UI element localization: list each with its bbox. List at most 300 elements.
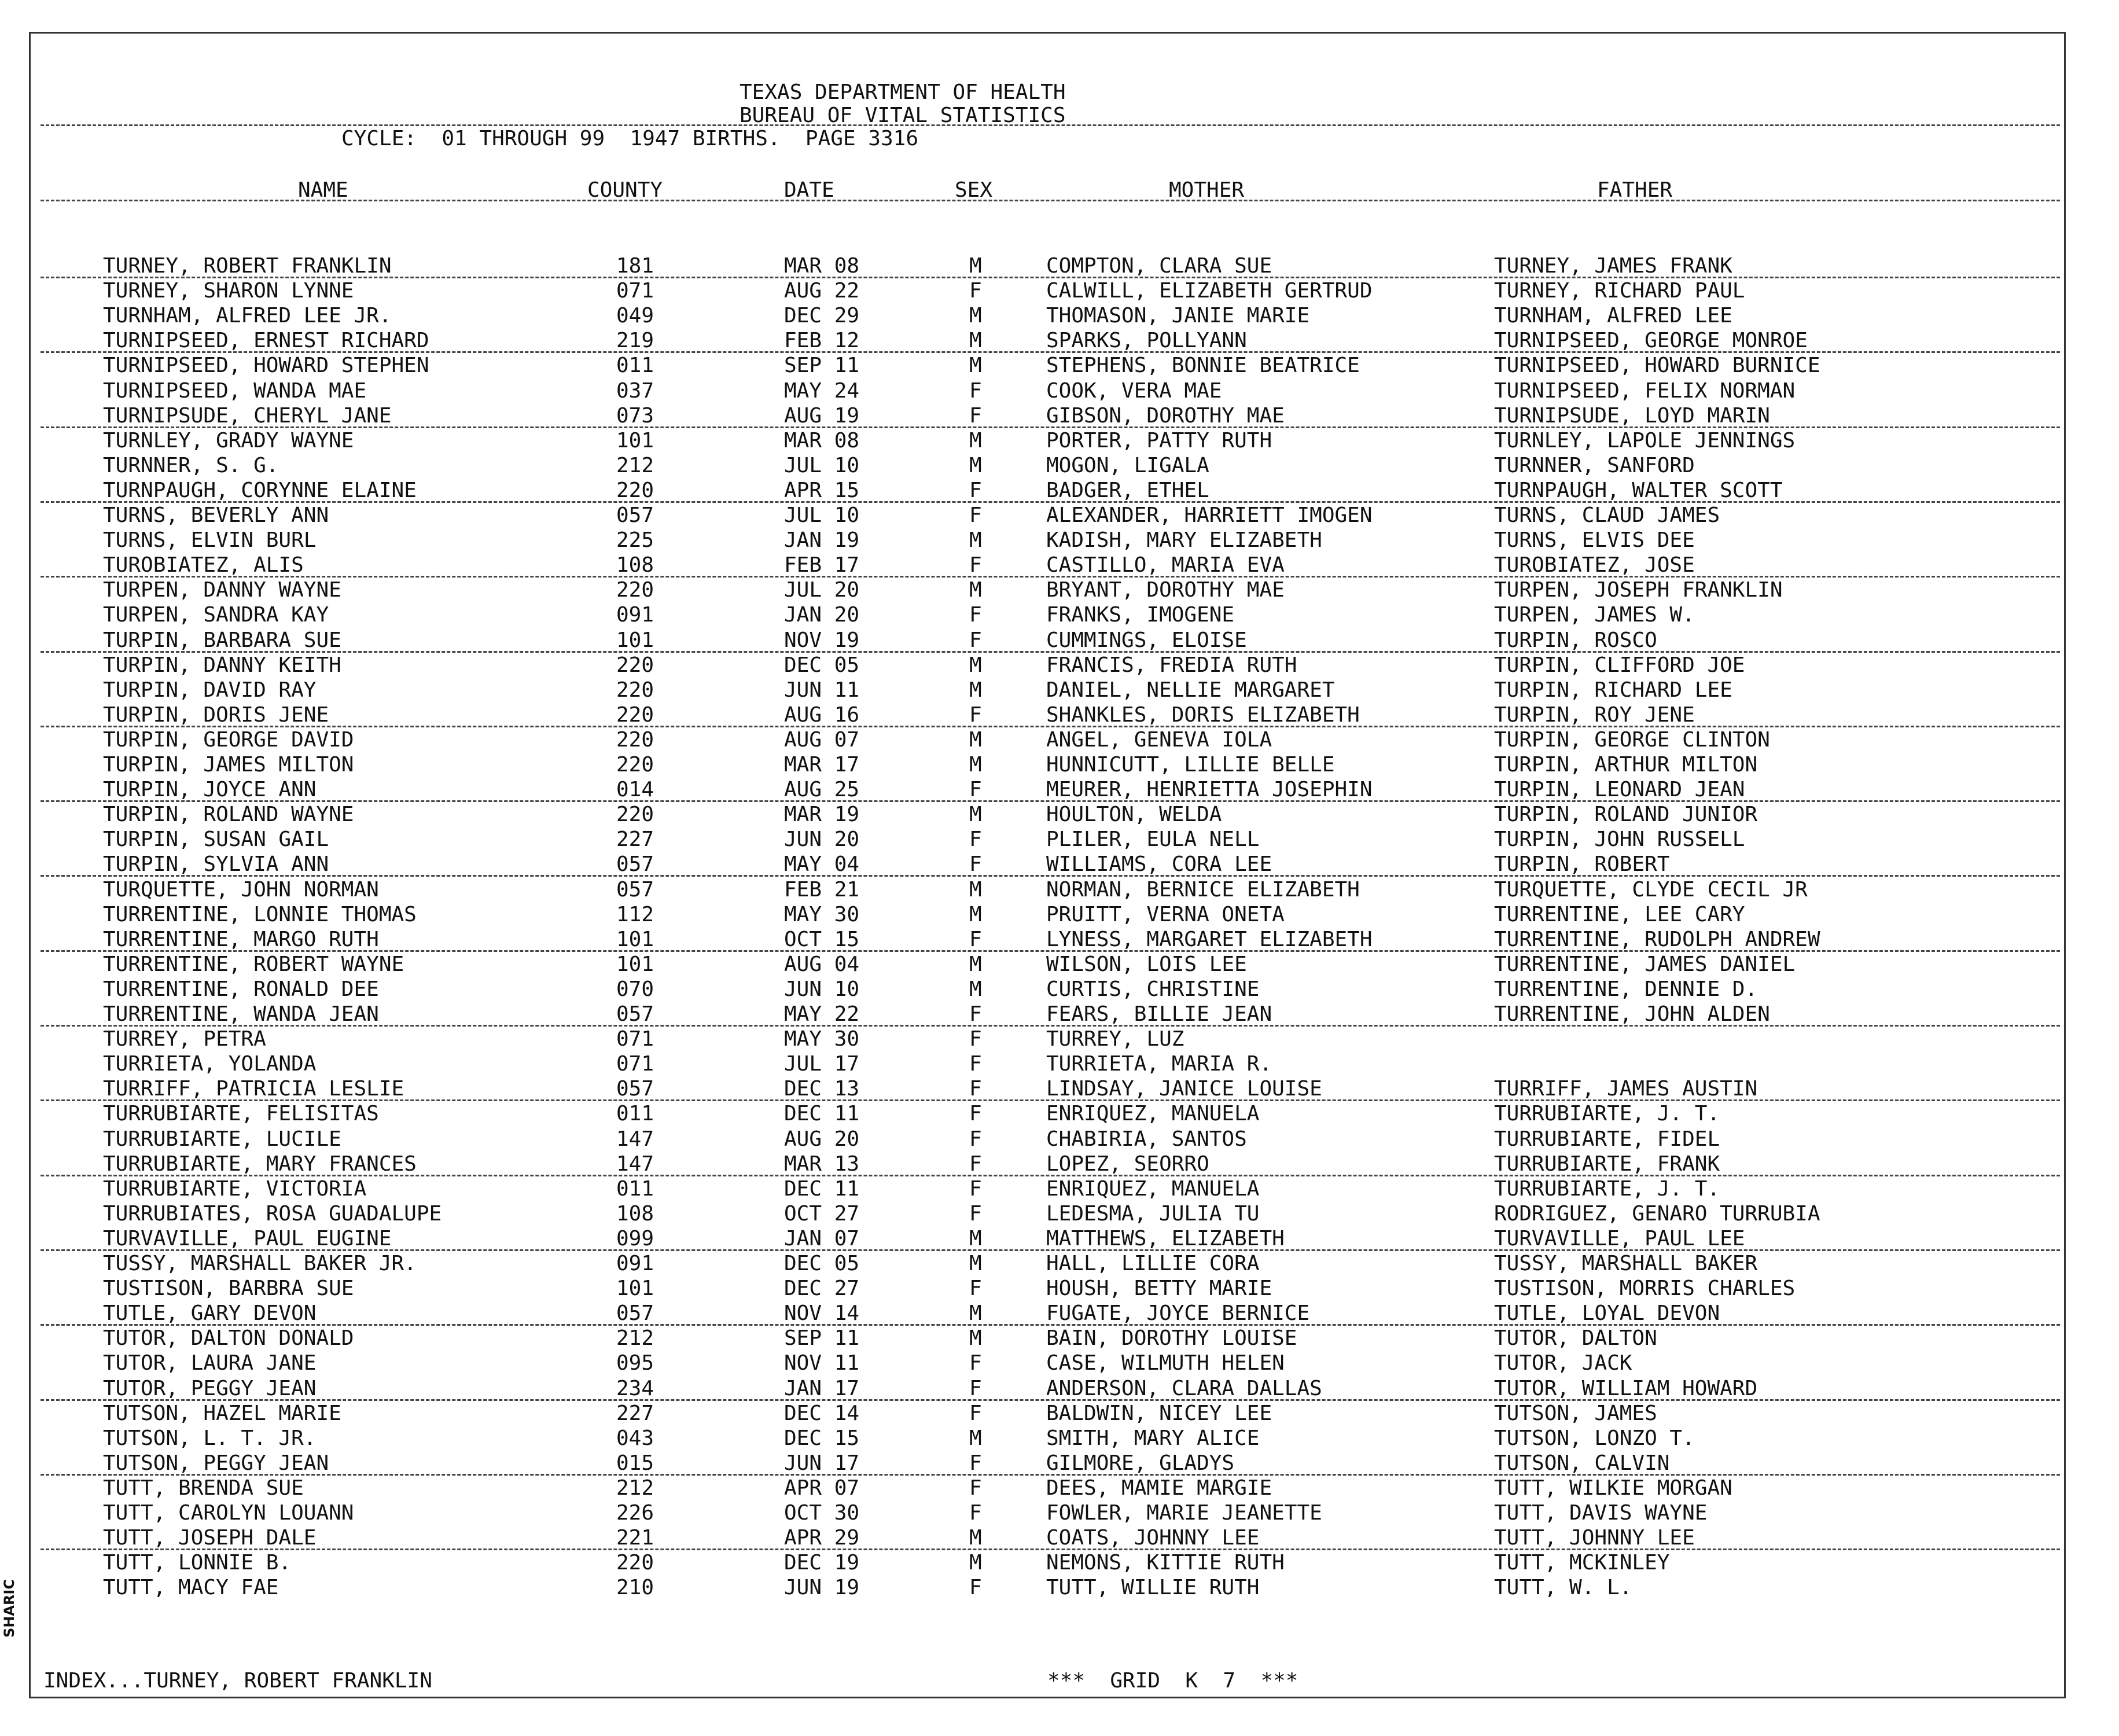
cell-sex: M — [969, 354, 982, 378]
cell-father: TURPIN, ARTHUR MILTON — [1494, 753, 1758, 777]
cell-name: TURRIFF, PATRICIA LESLIE — [103, 1077, 404, 1101]
cell-mother: ANDERSON, CLARA DALLAS — [1046, 1376, 1322, 1400]
cell-father: TURRENTINE, LEE CARY — [1494, 902, 1745, 926]
cell-father: TURPIN, GEORGE CLINTON — [1494, 727, 1770, 752]
cell-date: MAY 22 — [784, 1002, 860, 1026]
cell-name: TURNEY, SHARON LYNNE — [103, 279, 354, 303]
cell-county: 071 — [616, 1027, 654, 1051]
cell-father: TUTSON, CALVIN — [1494, 1451, 1670, 1475]
cell-mother: THOMASON, JANIE MARIE — [1046, 304, 1310, 328]
cell-father: TURNS, ELVIS DEE — [1494, 528, 1695, 553]
cell-mother: GIBSON, DOROTHY MAE — [1046, 403, 1285, 428]
cell-county: 043 — [616, 1426, 654, 1450]
cell-date: APR 29 — [784, 1526, 860, 1550]
cell-father: TURPIN, ROSCO — [1494, 628, 1657, 652]
cell-father: TURNIPSEED, GEORGE MONROE — [1494, 329, 1808, 353]
cell-mother: COATS, JOHNNY LEE — [1046, 1526, 1260, 1550]
cell-mother: MOGON, LIGALA — [1046, 453, 1209, 477]
cell-mother: DEES, MAMIE MARGIE — [1046, 1476, 1272, 1500]
cell-mother: HOULTON, WELDA — [1046, 803, 1222, 827]
cell-name: TUTT, MACY FAE — [103, 1576, 279, 1600]
row-separator — [41, 1099, 2060, 1101]
cell-county: 057 — [616, 1077, 654, 1101]
cell-mother: CASE, WILMUTH HELEN — [1046, 1351, 1285, 1375]
cell-sex: M — [969, 1252, 982, 1275]
cell-father: TURRENTINE, DENNIE D. — [1494, 977, 1758, 1001]
cell-mother: HUNNICUTT, LILLIE BELLE — [1046, 753, 1335, 777]
table-row — [0, 1277, 2119, 1302]
cell-date: MAY 30 — [784, 1027, 860, 1051]
cell-date: DEC 05 — [784, 1252, 860, 1275]
table-row — [0, 304, 2119, 329]
cell-name: TUTLE, GARY DEVON — [103, 1301, 317, 1326]
table-row — [0, 1053, 2119, 1077]
cell-father: TUTT, MCKINLEY — [1494, 1551, 1670, 1575]
cell-name: TURPIN, SUSAN GAIL — [103, 827, 329, 852]
cell-date: NOV 19 — [784, 628, 860, 652]
table-row — [0, 479, 2119, 504]
cell-father: TURPIN, RICHARD LEE — [1494, 678, 1732, 702]
cell-sex: F — [969, 1027, 982, 1051]
cell-mother: SPARKS, POLLYANN — [1046, 329, 1247, 353]
table-row — [0, 1077, 2119, 1102]
cell-date: JUN 10 — [784, 977, 860, 1001]
cell-name: TURNIPSEED, HOWARD STEPHEN — [103, 354, 429, 378]
cell-date: MAR 17 — [784, 753, 860, 777]
cell-father: RODRIGUEZ, GENARO TURRUBIA — [1494, 1201, 1820, 1226]
cell-county: 057 — [616, 503, 654, 527]
table-row — [0, 629, 2119, 654]
cell-name: TURRENTINE, WANDA JEAN — [103, 1002, 379, 1026]
cell-date: AUG 16 — [784, 703, 860, 727]
cell-name: TURPEN, SANDRA KAY — [103, 603, 329, 627]
cell-sex: M — [969, 428, 982, 453]
cell-father: TUTT, JOHNNY LEE — [1494, 1526, 1695, 1550]
table-row — [0, 1427, 2119, 1452]
cell-name: TURPIN, SYLVIA ANN — [103, 852, 329, 877]
cell-mother: BAIN, DOROTHY LOUISE — [1046, 1326, 1297, 1351]
cell-mother: BRYANT, DOROTHY MAE — [1046, 578, 1285, 602]
row-separator — [41, 1324, 2060, 1326]
cell-sex: M — [969, 578, 982, 602]
cell-sex: M — [969, 329, 982, 353]
table-row — [0, 1227, 2119, 1252]
cell-father: TURRUBIARTE, FIDEL — [1494, 1127, 1720, 1151]
cell-name: TURNS, BEVERLY ANN — [103, 503, 329, 527]
cell-county: 226 — [616, 1501, 654, 1525]
table-row — [0, 828, 2119, 853]
cell-county: 049 — [616, 304, 654, 328]
cell-name: TURPIN, DANNY KEITH — [103, 653, 341, 677]
cell-date: JUL 20 — [784, 578, 860, 602]
cell-date: JAN 19 — [784, 528, 860, 553]
table-row — [0, 1202, 2119, 1227]
table-row — [0, 454, 2119, 479]
cell-county: 071 — [616, 279, 654, 303]
cell-county: 011 — [616, 1102, 654, 1126]
cell-mother: ENRIQUEZ, MANUELA — [1046, 1176, 1260, 1201]
cell-name: TURNS, ELVIN BURL — [103, 528, 317, 553]
cell-father: TUTT, DAVIS WAYNE — [1494, 1501, 1708, 1525]
cell-mother: ENRIQUEZ, MANUELA — [1046, 1102, 1260, 1126]
cell-father: TURRENTINE, JAMES DANIEL — [1494, 952, 1796, 976]
cell-sex: M — [969, 803, 982, 827]
cell-sex: M — [969, 304, 982, 328]
cell-date: MAY 04 — [784, 852, 860, 877]
cell-name: TURPIN, JOYCE ANN — [103, 778, 317, 802]
cell-date: OCT 30 — [784, 1501, 860, 1525]
cell-name: TURPEN, DANNY WAYNE — [103, 578, 341, 602]
cell-father: TUTOR, DALTON — [1494, 1326, 1657, 1351]
cell-sex: F — [969, 703, 982, 727]
cell-mother: NEMONS, KITTIE RUTH — [1046, 1551, 1285, 1575]
cell-father: TURPIN, JOHN RUSSELL — [1494, 827, 1745, 852]
cell-father: TUTOR, JACK — [1494, 1351, 1632, 1375]
cell-name: TURNIPSEED, ERNEST RICHARD — [103, 329, 429, 353]
cell-sex: M — [969, 653, 982, 677]
cell-name: TURRENTINE, LONNIE THOMAS — [103, 902, 417, 926]
cell-name: TUSTISON, BARBRA SUE — [103, 1277, 354, 1301]
cell-sex: M — [969, 727, 982, 752]
cell-name: TUTOR, PEGGY JEAN — [103, 1376, 317, 1400]
cell-county: 101 — [616, 628, 654, 652]
column-header-date: DATE — [784, 178, 834, 202]
table-row — [0, 554, 2119, 579]
cell-mother: WILSON, LOIS LEE — [1046, 952, 1247, 976]
cell-county: 112 — [616, 902, 654, 926]
cell-county: 220 — [616, 753, 654, 777]
cell-sex: F — [969, 628, 982, 652]
cell-sex: M — [969, 1426, 982, 1450]
table-row — [0, 853, 2119, 878]
cell-county: 073 — [616, 403, 654, 428]
cell-mother: KADISH, MARY ELIZABETH — [1046, 528, 1322, 553]
cell-father: TURNEY, RICHARD PAUL — [1494, 279, 1745, 303]
table-row — [0, 903, 2119, 928]
cell-name: TURPIN, DORIS JENE — [103, 703, 329, 727]
cell-date: AUG 07 — [784, 727, 860, 752]
cell-name: TURNLEY, GRADY WAYNE — [103, 428, 354, 453]
table-row — [0, 878, 2119, 903]
cell-name: TUTOR, LAURA JANE — [103, 1351, 317, 1375]
cell-mother: FRANKS, IMOGENE — [1046, 603, 1235, 627]
column-header-mother: MOTHER — [1169, 178, 1245, 202]
cell-father: TURPIN, CLIFFORD JOE — [1494, 653, 1745, 677]
cell-sex: F — [969, 1501, 982, 1525]
cell-date: NOV 11 — [784, 1351, 860, 1375]
cell-father: TURNEY, JAMES FRANK — [1494, 254, 1732, 278]
cell-father: TURPEN, JOSEPH FRANKLIN — [1494, 578, 1783, 602]
cell-father: TURNIPSEED, HOWARD BURNICE — [1494, 354, 1820, 378]
cell-mother: HOUSH, BETTY MARIE — [1046, 1277, 1272, 1301]
cell-sex: F — [969, 279, 982, 303]
cell-county: 227 — [616, 827, 654, 852]
cell-father: TUTSON, JAMES — [1494, 1401, 1657, 1425]
row-separator — [41, 800, 2060, 802]
cell-county: 234 — [616, 1376, 654, 1400]
cell-mother: FEARS, BILLIE JEAN — [1046, 1002, 1272, 1026]
row-separator — [41, 426, 2060, 428]
table-row — [0, 1551, 2119, 1576]
cell-sex: F — [969, 778, 982, 802]
cell-date: MAR 13 — [784, 1152, 860, 1176]
cell-name: TURNPAUGH, CORYNNE ELAINE — [103, 478, 417, 502]
cell-name: TURRENTINE, MARGO RUTH — [103, 927, 379, 951]
cell-date: MAR 08 — [784, 428, 860, 453]
cell-name: TUROBIATEZ, ALIS — [103, 553, 304, 578]
cell-father: TURNPAUGH, WALTER SCOTT — [1494, 478, 1783, 502]
cell-mother: COOK, VERA MAE — [1046, 378, 1222, 403]
cell-father: TUTSON, LONZO T. — [1494, 1426, 1695, 1450]
cell-name: TURPIN, DAVID RAY — [103, 678, 317, 702]
cell-county: 220 — [616, 703, 654, 727]
cell-mother: PLILER, EULA NELL — [1046, 827, 1260, 852]
cell-sex: F — [969, 1376, 982, 1400]
cell-name: TURRUBIARTE, VICTORIA — [103, 1176, 367, 1201]
table-row — [0, 255, 2119, 279]
cell-name: TURRUBIATES, ROSA GUADALUPE — [103, 1201, 442, 1226]
table-row — [0, 429, 2119, 454]
row-separator — [41, 277, 2060, 278]
side-label: SHARIC — [1, 1579, 17, 1638]
cell-father: TUTOR, WILLIAM HOWARD — [1494, 1376, 1758, 1400]
cell-name: TURRENTINE, RONALD DEE — [103, 977, 379, 1001]
cell-father: TUTLE, LOYAL DEVON — [1494, 1301, 1720, 1326]
cell-name: TURNIPSEED, WANDA MAE — [103, 378, 367, 403]
cell-date: AUG 25 — [784, 778, 860, 802]
cell-sex: F — [969, 478, 982, 502]
cell-mother: PRUITT, VERNA ONETA — [1046, 902, 1285, 926]
cell-county: 219 — [616, 329, 654, 353]
cell-sex: F — [969, 403, 982, 428]
cell-father: TURRUBIARTE, J. T. — [1494, 1102, 1720, 1126]
cell-sex: M — [969, 1526, 982, 1550]
column-header-sex: SEX — [955, 178, 993, 202]
cell-date: JUN 20 — [784, 827, 860, 852]
cell-sex: M — [969, 1326, 982, 1351]
row-separator — [41, 726, 2060, 727]
table-row — [0, 1003, 2119, 1028]
cell-name: TUTOR, DALTON DONALD — [103, 1326, 354, 1351]
cell-sex: M — [969, 254, 982, 278]
table-row — [0, 803, 2119, 828]
column-header-name: NAME — [298, 178, 348, 202]
cell-name: TUTT, JOSEPH DALE — [103, 1526, 317, 1550]
cell-name: TURRENTINE, ROBERT WAYNE — [103, 952, 404, 976]
cell-date: SEP 11 — [784, 1326, 860, 1351]
cell-date: JUN 17 — [784, 1451, 860, 1475]
cell-county: 220 — [616, 803, 654, 827]
row-separator — [41, 1025, 2060, 1027]
cell-father: TURPIN, LEONARD JEAN — [1494, 778, 1745, 802]
cell-father: TUROBIATEZ, JOSE — [1494, 553, 1695, 578]
table-row — [0, 1576, 2119, 1601]
cell-county: 057 — [616, 852, 654, 877]
cell-name: TUTT, CAROLYN LOUANN — [103, 1501, 354, 1525]
cell-father: TURPIN, ROBERT — [1494, 852, 1670, 877]
table-row — [0, 729, 2119, 753]
cell-date: MAY 24 — [784, 378, 860, 403]
cell-sex: F — [969, 553, 982, 578]
cell-date: MAY 30 — [784, 902, 860, 926]
cell-mother: SHANKLES, DORIS ELIZABETH — [1046, 703, 1360, 727]
table-row — [0, 1452, 2119, 1477]
cell-date: OCT 27 — [784, 1201, 860, 1226]
cell-sex: F — [969, 1476, 982, 1500]
table-row — [0, 978, 2119, 1003]
cell-county: 091 — [616, 603, 654, 627]
cell-mother: TUTT, WILLIE RUTH — [1046, 1576, 1260, 1600]
cell-name: TURVAVILLE, PAUL EUGINE — [103, 1226, 392, 1250]
cell-mother: GILMORE, GLADYS — [1046, 1451, 1235, 1475]
cell-sex: M — [969, 453, 982, 477]
cell-mother: BADGER, ETHEL — [1046, 478, 1209, 502]
row-separator — [41, 501, 2060, 503]
cell-mother: FOWLER, MARIE JEANETTE — [1046, 1501, 1322, 1525]
cell-county: 011 — [616, 354, 654, 378]
cell-sex: F — [969, 1451, 982, 1475]
cell-mother: TURRIETA, MARIA R. — [1046, 1052, 1272, 1076]
cell-sex: F — [969, 852, 982, 877]
table-row — [0, 654, 2119, 679]
cell-sex: F — [969, 1127, 982, 1151]
cell-county: 095 — [616, 1351, 654, 1375]
cell-father: TURVAVILLE, PAUL LEE — [1494, 1226, 1745, 1250]
cell-county: 181 — [616, 254, 654, 278]
table-row — [0, 1377, 2119, 1402]
cell-sex: F — [969, 1152, 982, 1176]
cell-date: DEC 05 — [784, 653, 860, 677]
cell-name: TURRIETA, YOLANDA — [103, 1052, 317, 1076]
cell-county: 220 — [616, 727, 654, 752]
table-row — [0, 1502, 2119, 1527]
cell-county: 057 — [616, 1002, 654, 1026]
table-row — [0, 679, 2119, 704]
column-header-rule — [41, 200, 2060, 201]
table-row — [0, 753, 2119, 778]
cell-mother: STEPHENS, BONNIE BEATRICE — [1046, 354, 1360, 378]
cell-date: JAN 07 — [784, 1226, 860, 1250]
cell-sex: F — [969, 1052, 982, 1076]
cell-date: JUN 19 — [784, 1576, 860, 1600]
cell-date: AUG 19 — [784, 403, 860, 428]
table-row — [0, 1102, 2119, 1127]
cell-county: 071 — [616, 1052, 654, 1076]
cell-father: TURNNER, SANFORD — [1494, 453, 1695, 477]
table-row — [0, 604, 2119, 628]
cell-sex: F — [969, 1401, 982, 1425]
cell-sex: M — [969, 753, 982, 777]
cell-sex: M — [969, 678, 982, 702]
cell-date: MAR 08 — [784, 254, 860, 278]
cell-date: FEB 21 — [784, 877, 860, 902]
cell-date: AUG 22 — [784, 279, 860, 303]
table-row — [0, 529, 2119, 554]
row-separator — [41, 1249, 2060, 1251]
cell-county: 011 — [616, 1176, 654, 1201]
cell-county: 220 — [616, 478, 654, 502]
cell-county: 015 — [616, 1451, 654, 1475]
cell-father: TURQUETTE, CLYDE CECIL JR — [1494, 877, 1808, 902]
cell-sex: F — [969, 1351, 982, 1375]
footer-index: INDEX...TURNEY, ROBERT FRANKLIN — [43, 1669, 432, 1693]
table-row — [0, 1527, 2119, 1551]
cell-name: TURRUBIARTE, LUCILE — [103, 1127, 341, 1151]
cell-county: 210 — [616, 1576, 654, 1600]
cell-mother: NORMAN, BERNICE ELIZABETH — [1046, 877, 1360, 902]
cell-county: 147 — [616, 1127, 654, 1151]
cell-date: JUL 17 — [784, 1052, 860, 1076]
column-header-county: COUNTY — [587, 178, 663, 202]
cell-mother: LINDSAY, JANICE LOUISE — [1046, 1077, 1322, 1101]
cell-date: JAN 17 — [784, 1376, 860, 1400]
cell-date: DEC 19 — [784, 1551, 860, 1575]
cell-father: TURRENTINE, JOHN ALDEN — [1494, 1002, 1770, 1026]
cell-county: 057 — [616, 877, 654, 902]
cell-name: TURPIN, GEORGE DAVID — [103, 727, 354, 752]
header-rule — [41, 124, 2060, 126]
cell-name: TURNNER, S. G. — [103, 453, 279, 477]
cell-sex: F — [969, 927, 982, 951]
cell-county: 147 — [616, 1152, 654, 1176]
cell-county: 101 — [616, 927, 654, 951]
cell-sex: F — [969, 1102, 982, 1126]
cell-county: 220 — [616, 1551, 654, 1575]
cell-county: 101 — [616, 952, 654, 976]
cell-sex: F — [969, 1576, 982, 1600]
cell-date: FEB 17 — [784, 553, 860, 578]
cell-date: APR 07 — [784, 1476, 860, 1500]
table-row — [0, 778, 2119, 803]
cell-sex: M — [969, 1226, 982, 1250]
table-row — [0, 579, 2119, 604]
cell-name: TURREY, PETRA — [103, 1027, 266, 1051]
cell-county: 225 — [616, 528, 654, 553]
table-row — [0, 1477, 2119, 1502]
cell-county: 101 — [616, 428, 654, 453]
row-separator — [41, 576, 2060, 578]
cell-sex: M — [969, 952, 982, 976]
cell-name: TURRUBIARTE, FELISITAS — [103, 1102, 379, 1126]
header-cycle: CYCLE: 01 THROUGH 99 1947 BIRTHS. PAGE 3316 — [341, 127, 918, 150]
row-separator — [41, 1549, 2060, 1550]
cell-date: FEB 12 — [784, 329, 860, 353]
cell-date: DEC 27 — [784, 1277, 860, 1301]
cell-mother: COMPTON, CLARA SUE — [1046, 254, 1272, 278]
column-header-father: FATHER — [1597, 178, 1673, 202]
header-bureau: BUREAU OF VITAL STATISTICS — [740, 104, 1066, 127]
cell-sex: M — [969, 877, 982, 902]
cell-sex: F — [969, 1077, 982, 1101]
cell-mother: PORTER, PATTY RUTH — [1046, 428, 1272, 453]
cell-father: TURRENTINE, RUDOLPH ANDREW — [1494, 927, 1820, 951]
cell-mother: CUMMINGS, ELOISE — [1046, 628, 1247, 652]
cell-date: DEC 11 — [784, 1176, 860, 1201]
cell-mother: SMITH, MARY ALICE — [1046, 1426, 1260, 1450]
cell-father: TURNHAM, ALFRED LEE — [1494, 304, 1732, 328]
table-row — [0, 380, 2119, 404]
table-row — [0, 329, 2119, 354]
cell-name: TURPIN, BARBARA SUE — [103, 628, 341, 652]
cell-sex: M — [969, 528, 982, 553]
cell-county: 057 — [616, 1301, 654, 1326]
cell-date: DEC 15 — [784, 1426, 860, 1450]
cell-father: TURNLEY, LAPOLE JENNINGS — [1494, 428, 1796, 453]
cell-mother: FRANCIS, FREDIA RUTH — [1046, 653, 1297, 677]
cell-father: TURPEN, JAMES W. — [1494, 603, 1695, 627]
cell-mother: ALEXANDER, HARRIETT IMOGEN — [1046, 503, 1373, 527]
cell-father: TURNS, CLAUD JAMES — [1494, 503, 1720, 527]
